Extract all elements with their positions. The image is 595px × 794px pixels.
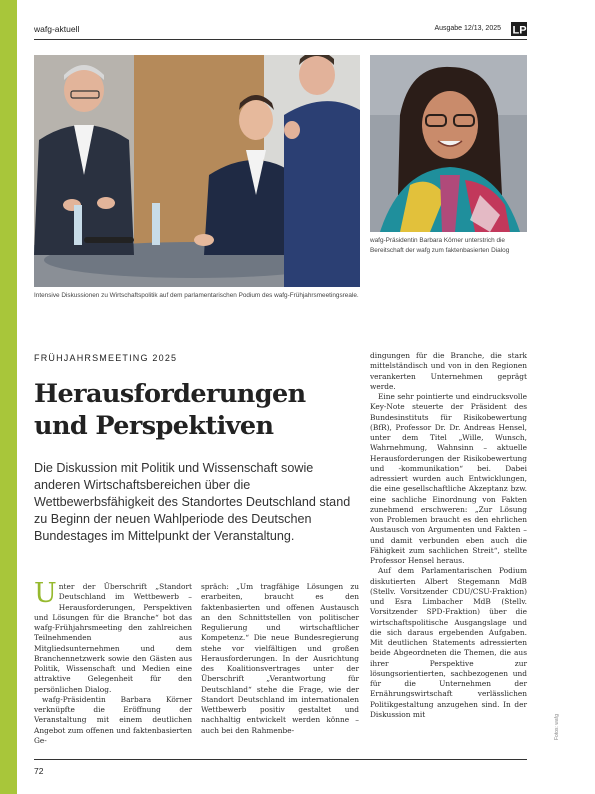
photo-credit: Fotos: wafg bbox=[554, 714, 560, 740]
header-rule bbox=[34, 39, 527, 40]
section-title: wafg-aktuell bbox=[34, 24, 80, 34]
page-header bbox=[34, 22, 527, 40]
page-number: 72 bbox=[34, 766, 44, 776]
photo1-caption: Intensive Diskussionen zu Wirtschaftspolitik auf dem parlamentarischen Podium des wafg-Frühjahrsmeetingsreale. bbox=[34, 292, 359, 299]
article-lead: Die Diskussion mit Politik und Wissenschaft sowie anderen Wirtschaftsbereichen über die Wettbewerbsfähigkeit des Standortes Deutschland stand zu Beginn der neuen Wahlperiode des Deutschen Bundestages im Mittelpunkt der Veranstaltung. bbox=[34, 461, 351, 543]
footer-rule bbox=[34, 759, 527, 760]
portrait-photo bbox=[370, 55, 527, 232]
article-kicker: FRÜHJAHRSMEETING 2025 bbox=[34, 353, 178, 363]
body-column-3 bbox=[370, 351, 527, 720]
body-paragraph: spräch: „Um tragfähige Lösungen zu erarbeiten, braucht es den faktenbasierten und offenen Austausch an den Schnittstellen von politischer Regulierung und wirtschaftlicher Kompetenz.“ Die neue Bundesregierung stehe vor vielfältigen und großen Herausforderungen. In der Ausrichtung des Koalitionsvertrages unter der Überschrift „Verantwortung für Deutschland“ stehe die Frage, wie der Standort Deutschland im internationalen Wettbewerb positiv gestaltet und nachhaltig entwickelt werden könne – auch bei den Rahmenbe- bbox=[201, 582, 359, 735]
body-paragraph: Auf dem Parlamentarischen Podium diskutierten Albert Stegemann MdB (Stellv. Vorsitzender CDU/CSU-Fraktion) und Esra Limbacher MdB (Stellv. Vorsitzender SPD-Fraktion) über die wirtschaftspolitische Ausgangslage und die sich daraus ergebenden Aufgaben. Mit deutlichen Statements adressierten beide Abgeordneten die Themen, die aus ihrer Perspektive zur lösungsorientierten, sachbezogenen und für die Unternehmen der Ernährungswirtschaft verlässlichen Politikgestaltung anzugehen sind. In der Diskussion mit bbox=[370, 566, 527, 719]
body-paragraph: wafg-Präsidentin Barbara Körner verknüpfte die Eröffnung der Veranstaltung mit einem deutlichen Angebot zum offenen und faktenbasierten Ge- bbox=[34, 694, 192, 745]
publication-logo bbox=[511, 22, 527, 36]
body-paragraph: Eine sehr pointierte und eindrucksvolle Key-Note steuerte der Präsident des Bundesinstituts für Risikobewertung (BfR), Professor Dr. Dr. Andreas Hensel, unter dem Titel „Wille, Wunsch, Wahrnehmung, Wahnsinn – aktuelle Herausforderungen der Risikobewertung und -kommunikation“ bei. Dabei adressiert wurden auch Entwicklungen, die eine gesellschaftliche Akzeptanz bzw. eine sachliche Einordnung von Fakten zunehmend erschweren: „Zur Lösung von Problemen braucht es den ehrlichen Austausch von Argumenten und Fakten – und damit verbunden eben auch die Fähigkeit zum sachlichen Streit“, stellte Professor Hensel heraus. bbox=[370, 392, 527, 565]
body-paragraph bbox=[34, 578, 192, 695]
issue-label: Ausgabe 12/13, 2025 bbox=[434, 25, 501, 32]
body-paragraph: dingungen für die Branche, die stark mittelständisch und von in den Regionen verankerten Unternehmen geprägt werde. bbox=[370, 351, 527, 391]
body-column-1 bbox=[34, 578, 192, 746]
svg-text:LP: LP bbox=[512, 24, 527, 36]
article-headline: Herausforderungen und Perspektiven bbox=[34, 379, 306, 441]
body-column-2 bbox=[201, 582, 359, 736]
paragraph-text: nter der Überschrift „Standort Deutschland im Wettbewerb – Herausforderungen, Perspektiven und Lösungen für die Branche“ bot das wafg-Frühjahrsmeeting den zahlreichen Teilnehmenden aus Mitgliedsunternehmen und dem Branchennetzwerk sowie den Gästen aus Politik, Wissenschaft und Medien eine attraktive Gelegenheit für den persönlichen Dialog. bbox=[34, 582, 192, 694]
accent-bar bbox=[0, 0, 17, 794]
drop-cap: U bbox=[34, 578, 57, 609]
photo2-caption: wafg-Präsidentin Barbara Körner unterstrich die Bereitschaft der wafg zum faktenbasierten Dialog bbox=[370, 237, 510, 254]
panel-discussion-photo bbox=[34, 55, 360, 287]
